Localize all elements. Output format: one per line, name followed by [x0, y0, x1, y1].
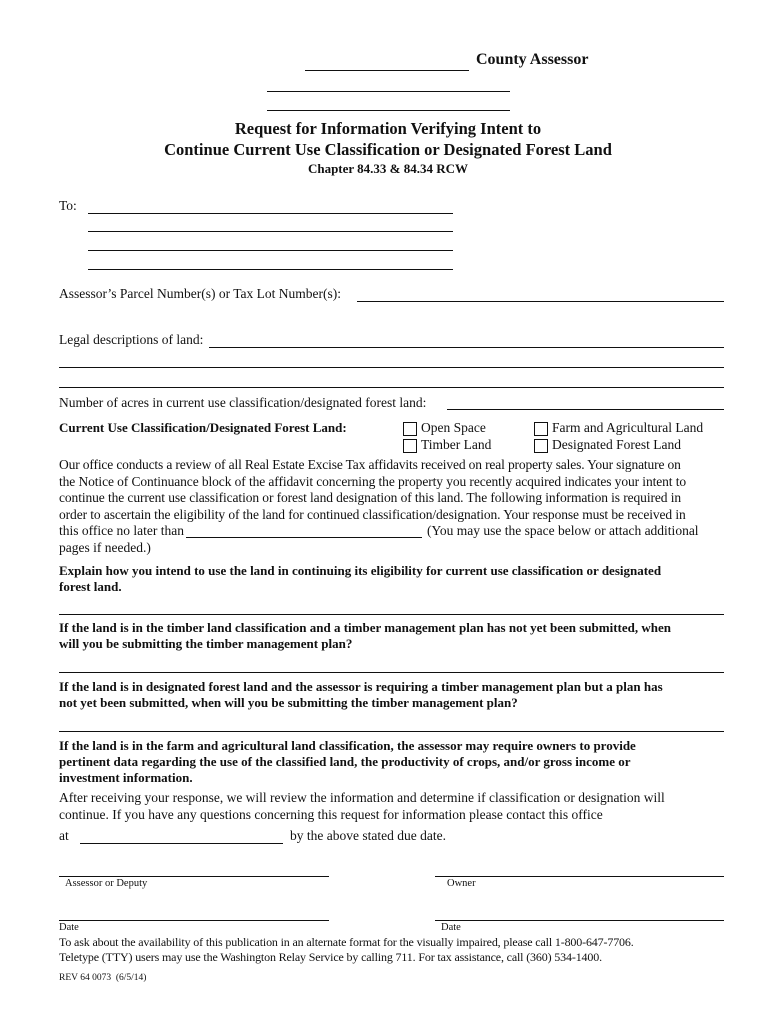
question-farm-data-line-1: If the land is in the farm and agricultural land classification, the assessor may require owners to provide — [59, 738, 636, 753]
question-farm-data-line-3: investment information. — [59, 770, 193, 785]
answer-land-use-line[interactable] — [59, 614, 724, 615]
parcel-line[interactable] — [357, 301, 724, 302]
question-land-use-line-2: forest land. — [59, 579, 122, 594]
question-farm-data — [59, 738, 636, 786]
timber-land-label: Timber Land — [421, 437, 492, 452]
open-space-label: Open Space — [421, 420, 486, 435]
acres-line[interactable] — [447, 409, 724, 410]
chapter-reference: Chapter 84.33 & 84.34 RCW — [307, 161, 469, 176]
address-line-2[interactable] — [267, 110, 510, 111]
parcel-label: Assessor’s Parcel Number(s) or Tax Lot Number(s): — [59, 286, 341, 301]
question-forest-plan — [59, 679, 663, 711]
question-forest-plan-line-1: If the land is in designated forest land and the assessor is requiring a timber management plan but a plan has — [59, 679, 663, 694]
closing-line-1: After receiving your response, we will review the information and determine if classification or designation will — [59, 790, 665, 805]
acres-label: Number of acres in current use classification/designated forest land: — [59, 395, 427, 410]
title-line-2: Continue Current Use Classification or Designated Forest Land — [164, 140, 612, 159]
question-timber-plan-line-1: If the land is in the timber land classification and a timber management plan has not yet been submitted, when — [59, 620, 672, 635]
para-line-3: continue the current use classification or forest land designation of this land. The following information is required in — [59, 490, 681, 505]
owner-date-label: Date — [441, 922, 461, 933]
designated-forest-label: Designated Forest Land — [552, 437, 681, 452]
assessor-signature-line[interactable] — [59, 876, 329, 877]
question-timber-plan-line-2: will you be submitting the timber management plan? — [59, 636, 353, 651]
assessor-signature-label: Assessor or Deputy — [65, 878, 148, 889]
contact-at-label: at — [59, 828, 69, 843]
answer-forest-plan-line[interactable] — [59, 731, 724, 732]
question-land-use — [59, 563, 661, 595]
owner-signature-line[interactable] — [435, 876, 724, 877]
county-assessor-label: County Assessor — [476, 51, 589, 68]
to-line-4[interactable] — [88, 269, 453, 270]
due-date-prefix: this office no later than — [59, 523, 184, 538]
address-line-1[interactable] — [267, 91, 510, 92]
question-land-use-line-1: Explain how you intend to use the land in continuing its eligibility for current use classification or designated — [59, 563, 662, 578]
closing-line-2: continue. If you have any questions concerning this request for information please contact this office — [59, 806, 603, 822]
para-line-6: pages if needed.) — [59, 539, 151, 555]
para-line-1: Our office conducts a review of all Real Estate Excise Tax affidavits received on real property sales. Your signature on — [59, 457, 681, 472]
question-timber-plan — [59, 620, 671, 652]
due-date-suffix: (You may use the space below or attach additional — [427, 523, 699, 538]
farm-agricultural-checkbox[interactable] — [534, 422, 548, 436]
form-identifier: REV 64 0073 (6/5/14) — [59, 973, 147, 983]
to-line-3[interactable] — [88, 250, 453, 251]
owner-date-line[interactable] — [435, 920, 724, 921]
legal-line-3[interactable] — [59, 387, 724, 388]
title-line-1: Request for Information Verifying Intent to — [234, 119, 542, 138]
closing-paragraph — [59, 790, 665, 823]
classification-label: Current Use Classification/Designated Forest Land: — [59, 420, 347, 435]
assessor-date-label: Date — [59, 922, 79, 933]
review-paragraph — [59, 457, 729, 556]
para-line-5 — [59, 523, 729, 540]
county-name-line[interactable] — [305, 70, 469, 71]
para-line-2: the Notice of Continuance block of the affidavit concerning the property you recently acquired indicates your intent to — [59, 473, 687, 489]
to-label: To: — [59, 198, 77, 213]
legal-line-2[interactable] — [59, 367, 724, 368]
assessor-date-line[interactable] — [59, 920, 329, 921]
question-farm-data-line-2: pertinent data regarding the use of the classified land, the productivity of crops, and/or gross income or — [59, 754, 631, 769]
due-date-line[interactable] — [186, 523, 422, 538]
designated-forest-checkbox[interactable] — [534, 439, 548, 453]
to-line-1[interactable] — [88, 213, 453, 214]
question-forest-plan-line-2: not yet been submitted, when will you be submitting the timber management plan? — [59, 695, 518, 710]
open-space-checkbox[interactable] — [403, 422, 417, 436]
to-line-2[interactable] — [88, 231, 453, 232]
accessibility-notice — [59, 935, 634, 965]
answer-timber-plan-line[interactable] — [59, 672, 724, 673]
legal-description-label: Legal descriptions of land: — [59, 332, 204, 347]
timber-land-checkbox[interactable] — [403, 439, 417, 453]
accessibility-line-2: Teletype (TTY) users may use the Washington Relay Service by calling 711. For tax assistance, call (360) 534-1400. — [59, 950, 602, 964]
owner-signature-label: Owner — [447, 878, 476, 889]
farm-agricultural-label: Farm and Agricultural Land — [552, 420, 704, 435]
due-date-reminder: by the above stated due date. — [290, 828, 446, 843]
accessibility-line-1: To ask about the availability of this publication in an alternate format for the visually impaired, please call 1-800-647-7706. — [59, 935, 634, 949]
legal-line-1[interactable] — [209, 347, 724, 348]
para-line-4: order to ascertain the eligibility of the land for continued classification/designation. Your response must be received in — [59, 506, 686, 522]
contact-phone-line[interactable] — [80, 843, 283, 844]
